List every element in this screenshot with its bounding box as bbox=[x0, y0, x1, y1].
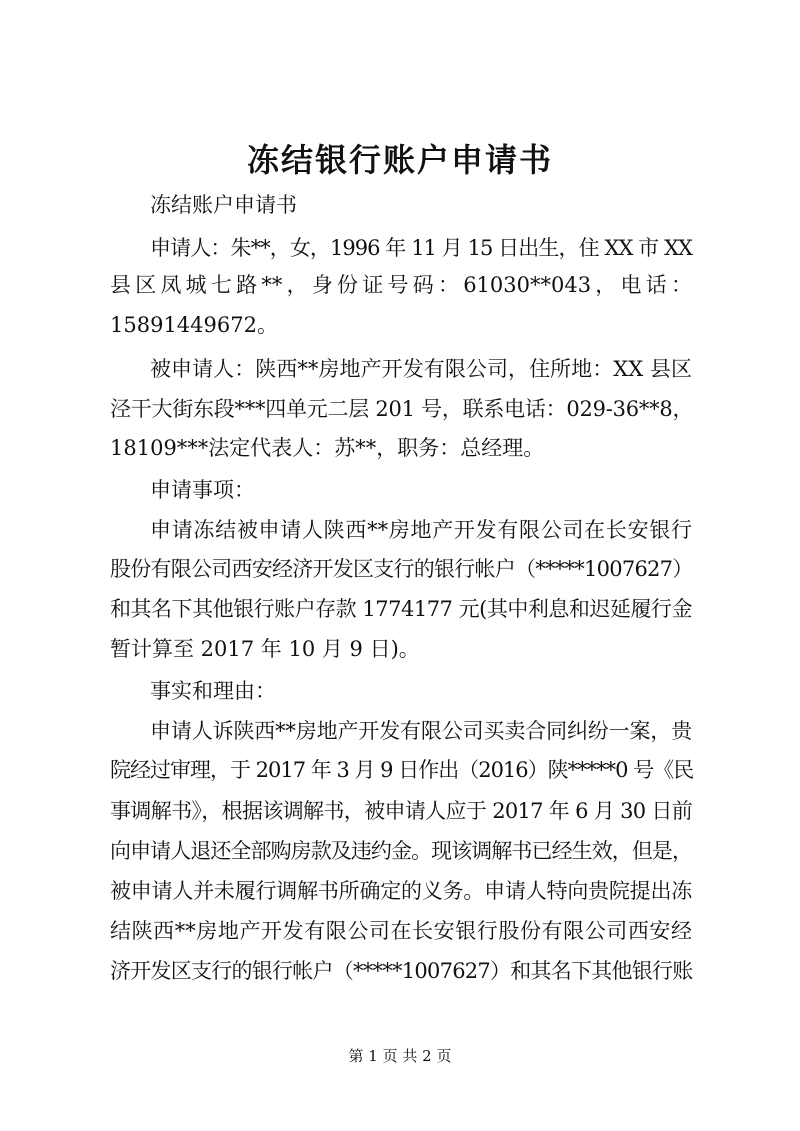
page-footer: 第 1 页 共 2 页 bbox=[348, 1047, 452, 1065]
facts-line-4: 向申请人退还全部购房款及违约金。现该调解书已经生效，但是， bbox=[110, 839, 692, 863]
facts-line-6: 结陕西**房地产开发有限公司在长安银行股份有限公司西安经 bbox=[110, 919, 692, 943]
request-line-4: 暂计算至 2017 年 10 月 9 日)。 bbox=[110, 637, 420, 661]
respondent-line-2: 泾干大街东段***四单元二层 201 号，联系电话：029-36**8， bbox=[110, 397, 694, 421]
request-line-3: 和其名下其他银行账户存款 1774177 元(其中利息和迟延履行金 bbox=[110, 597, 692, 621]
facts-line-7: 济开发区支行的银行帐户（*****1007627）和其名下其他银行账 bbox=[110, 959, 693, 983]
applicant-line-3: 15891449672。 bbox=[110, 313, 278, 337]
facts-line-5: 被申请人并未履行调解书所确定的义务。申请人特向贵院提出冻 bbox=[110, 879, 692, 903]
respondent-line-3: 18109***法定代表人：苏**，职务：总经理。 bbox=[110, 436, 545, 460]
document-title: 冻结银行账户申请书 bbox=[246, 141, 553, 179]
request-line-1: 申请冻结被申请人陕西**房地产开发有限公司在长安银行 bbox=[150, 518, 692, 542]
facts-line-3: 事调解书》，根据该调解书，被申请人应于 2017 年 6 月 30 日前 bbox=[110, 799, 692, 823]
facts-line-2: 院经过审理，于 2017 年 3 月 9 日作出（2016）陕*****0 号《民 bbox=[110, 758, 694, 782]
subtitle-line: 冻结账户申请书 bbox=[150, 193, 297, 217]
respondent-line-1: 被申请人：陕西**房地产开发有限公司，住所地：XX 县区 bbox=[150, 357, 692, 381]
applicant-line-2: 县区凤城七路**，身份证号码：61030**043，电话： bbox=[110, 273, 692, 297]
request-line-2: 股份有限公司西安经济开发区支行的银行帐户（*****1007627） bbox=[110, 557, 693, 581]
request-heading: 申请事项： bbox=[150, 478, 255, 502]
applicant-line-1: 申请人：朱**，女，1996 年 11 月 15 日出生，住 XX 市 XX bbox=[150, 236, 692, 260]
facts-heading: 事实和理由： bbox=[150, 679, 276, 703]
facts-line-1: 申请人诉陕西**房地产开发有限公司买卖合同纠纷一案，贵 bbox=[150, 719, 692, 743]
